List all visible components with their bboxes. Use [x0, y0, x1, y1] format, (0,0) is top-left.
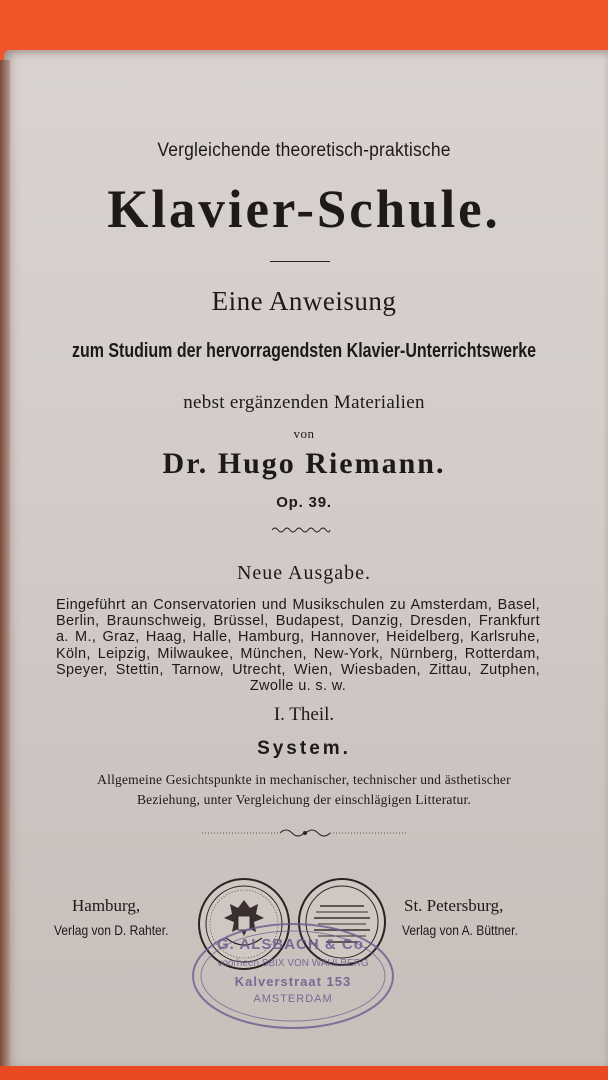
study-line: zum Studium der hervorragendsten Klavier-Unterrichtswerke: [71, 340, 537, 362]
part-title: System.: [257, 738, 351, 759]
left-publisher-name: Verlag von D. Rahter.: [54, 922, 169, 938]
stamp-line-1: G. ALSBACH & Co.: [216, 936, 370, 953]
background-bottom: [0, 1066, 608, 1080]
title-rule: [270, 261, 330, 262]
opus-number: Op. 39.: [276, 494, 332, 511]
adoption-text: Eingeführt an Conservatorien und Musikschulen zu Amsterdam, Basel, Berlin, Braunschweig, Brüssel, Budapest, Danzig, Dresden, Frankfurt a. M., Graz, Haag, Halle, Hamburg, Hannover, Heidelberg, Karlsruhe, Köln, Leipzig, Milwaukee, München, New-York, Nürnberg, Rotterdam, Speyer, Stettin, Tarnow, Utrecht, Wien, Wiesbaden, Zittau, Zutphen, Zwolle u. s. w.: [56, 597, 540, 695]
squiggle-ornament: [270, 524, 332, 534]
right-publisher-city: St. Petersburg,: [404, 896, 504, 915]
left-publisher-city: Hamburg,: [72, 896, 141, 915]
supplement-line: nebst ergänzenden Materialien: [183, 392, 425, 413]
stamp-line-3: Kalverstraat 153: [234, 974, 352, 989]
bookseller-stamp: [190, 920, 396, 1032]
stamp-line-2: voorheen SBIX VON WAHLBERG: [217, 958, 369, 969]
by-label: von: [293, 426, 315, 441]
part-label: I. Theil.: [273, 704, 335, 725]
subtitle: Vergleichende theoretisch-praktische: [157, 140, 451, 161]
description-line-1: Allgemeine Gesichtspunkte in mechanischer, technischer und ästhetischer: [97, 772, 511, 787]
description-line-2: Beziehung, unter Vergleichung der einschlägigen Litteratur.: [136, 792, 472, 807]
main-title: Klavier-Schule.: [107, 179, 501, 239]
edition-label: Neue Ausgabe.: [236, 562, 372, 584]
tagline: Eine Anweisung: [211, 286, 397, 316]
stamp-line-4: AMSTERDAM: [253, 993, 333, 1005]
ornament-divider: [200, 826, 410, 840]
right-publisher-name: Verlag von A. Büttner.: [402, 922, 518, 938]
author-name: Dr. Hugo Riemann.: [162, 447, 446, 480]
